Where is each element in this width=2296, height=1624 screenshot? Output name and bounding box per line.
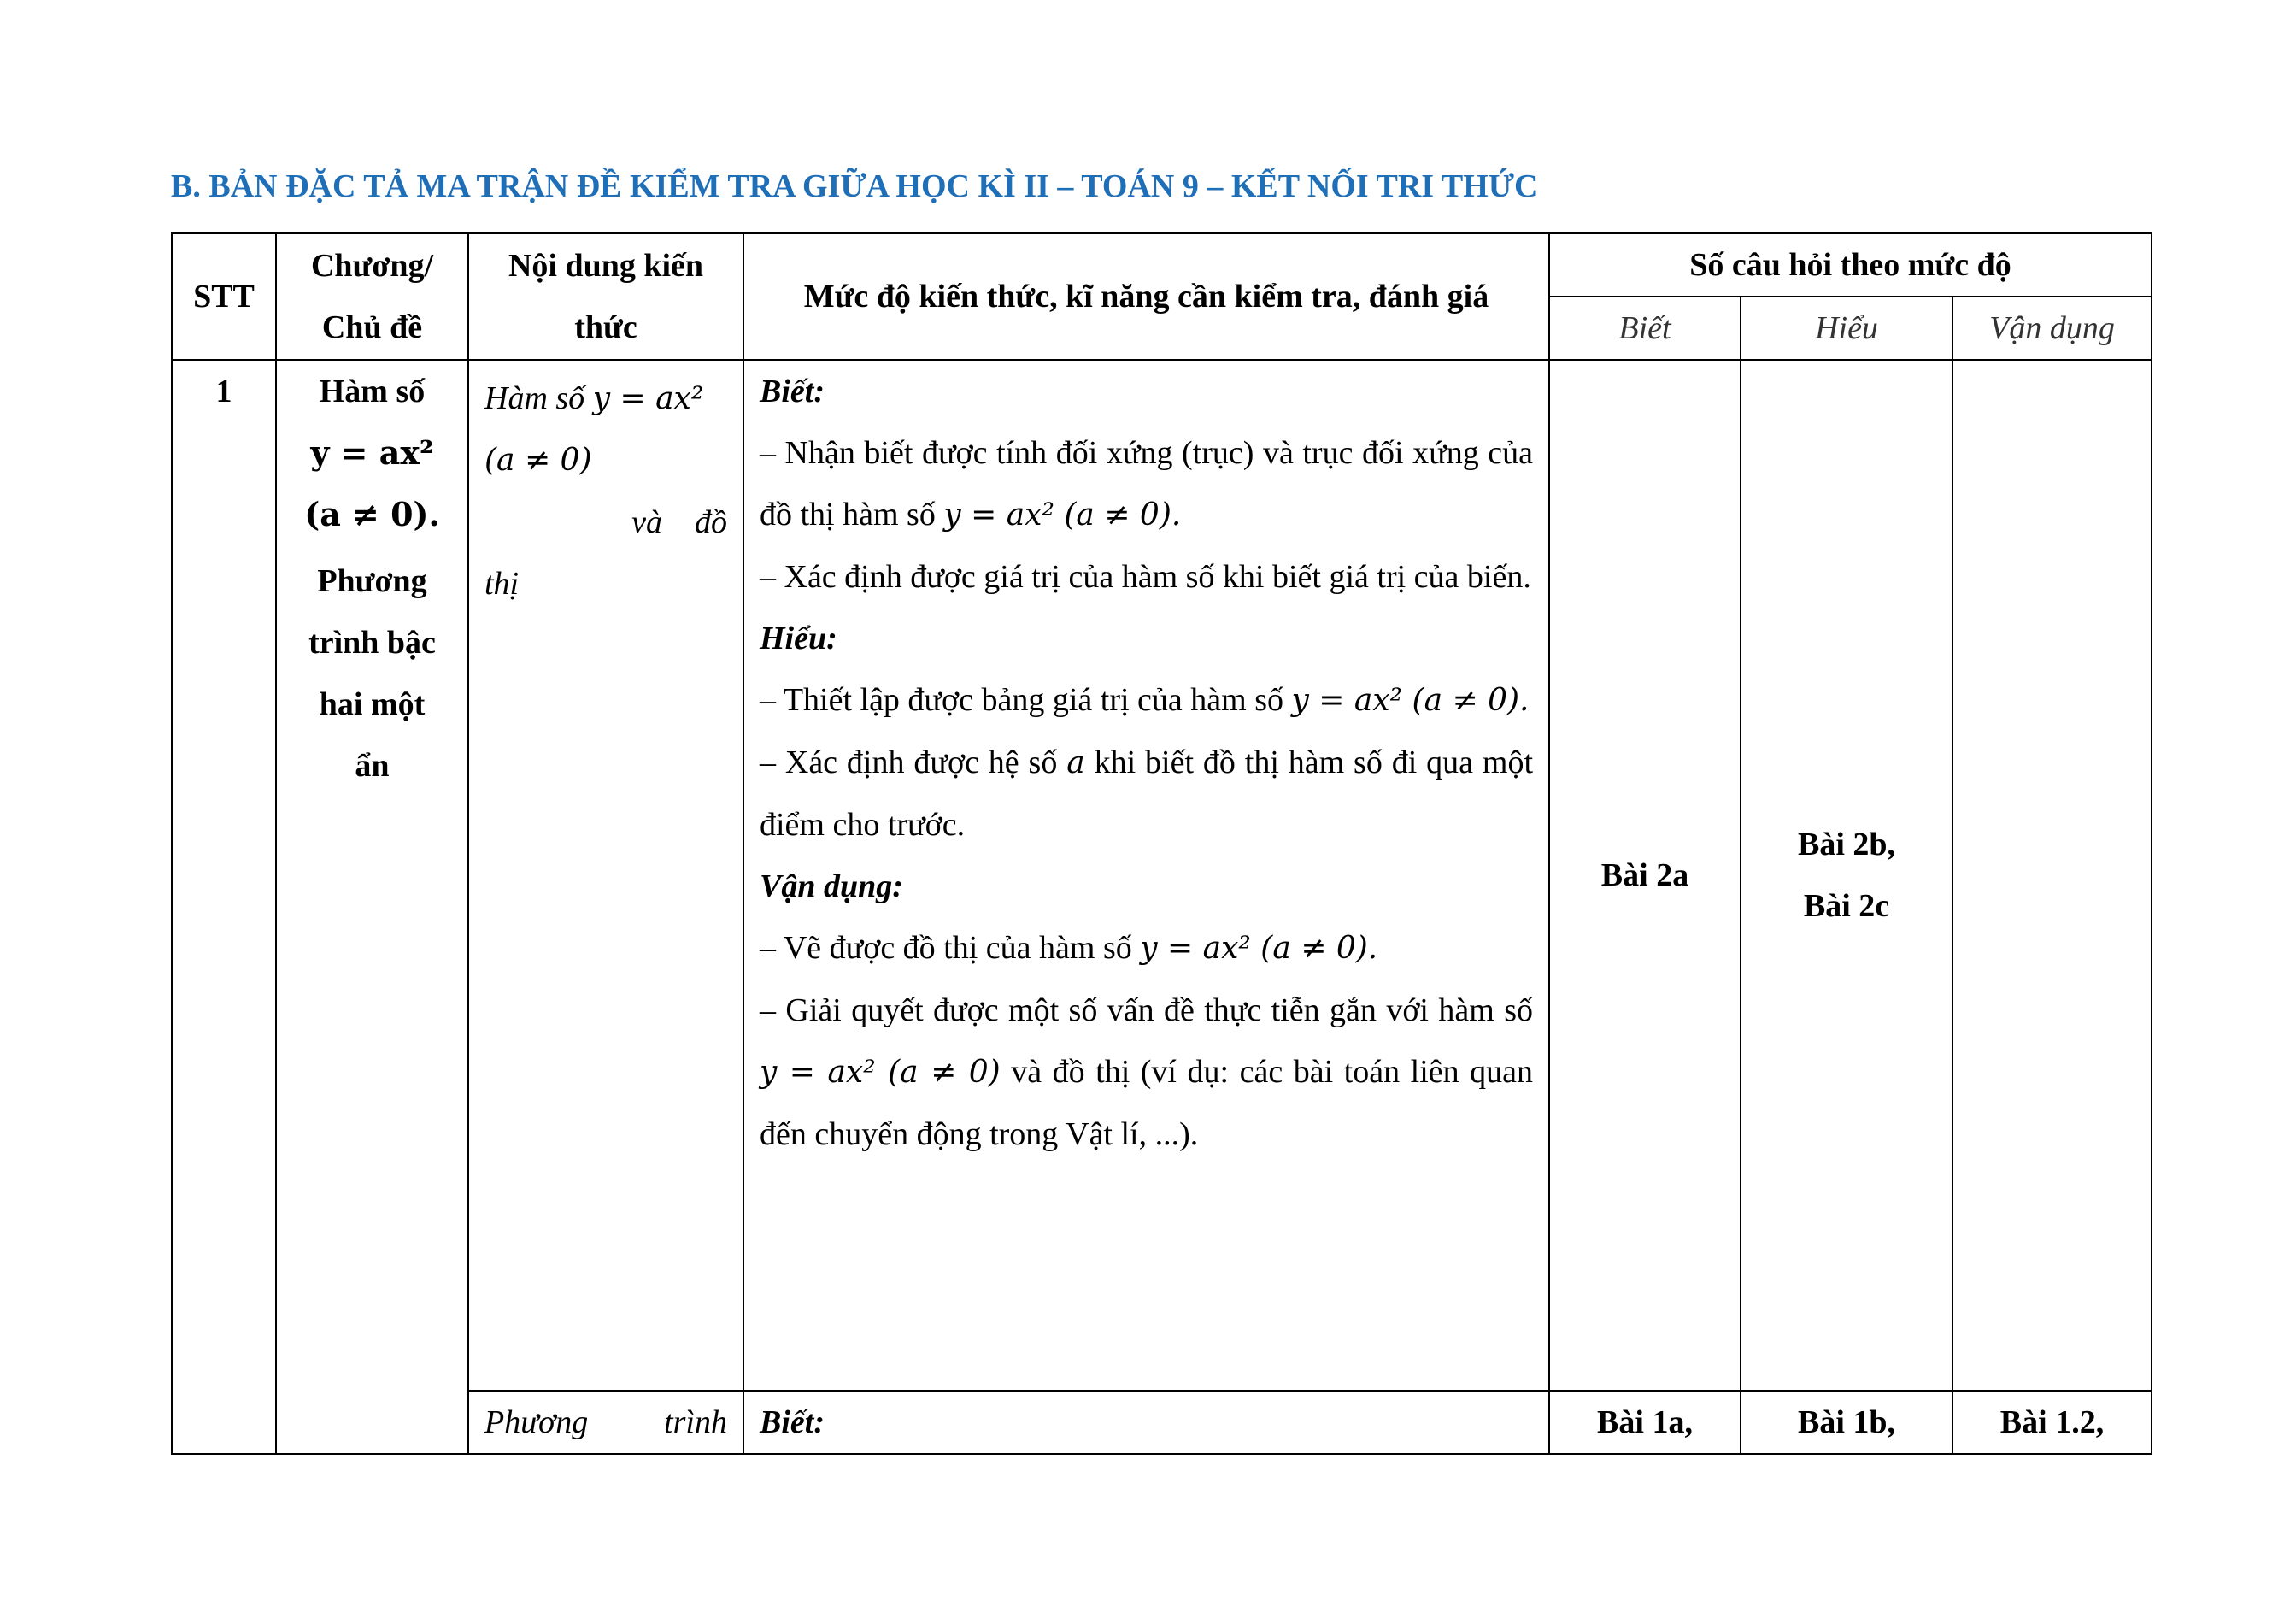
van-dung-item-1-formula: y = ax² (a ≠ 0). — [1140, 931, 1378, 966]
chapter-formula: y = ax² — [310, 433, 434, 472]
row-2-level-description — [743, 1391, 1549, 1454]
biet-title: Biết: — [760, 374, 825, 409]
biet-item-2: – Xác định được giá trị của hàm số khi biết giá trị của biến. — [760, 559, 1531, 595]
row-1-count-hieu — [1741, 360, 1952, 1391]
row-2-content-word-1: Phương — [484, 1404, 589, 1440]
chapter-condition: (a ≠ 0). — [304, 495, 440, 533]
header-hieu: Hiểu — [1741, 297, 1952, 360]
hieu-item-2-variable: a — [1066, 745, 1085, 780]
hieu-title: Hiểu: — [760, 621, 837, 656]
header-content-line2: thức — [574, 309, 637, 345]
row-1-level-description — [743, 360, 1549, 1391]
content-formula: y = ax² — [592, 381, 704, 416]
row-2-biet-title: Biết: — [760, 1404, 825, 1440]
content-prefix: Hàm số — [484, 380, 585, 416]
header-row-1 — [172, 233, 2152, 297]
header-chapter — [276, 233, 468, 360]
row-1-count-hieu-2: Bài 2c — [1803, 888, 1890, 924]
content-condition: (a ≠ 0) — [484, 443, 592, 478]
biet-item-1-formula: y = ax² (a ≠ 0). — [943, 497, 1182, 533]
row-2-content — [468, 1391, 743, 1454]
header-content-line1: Nội dung kiến — [508, 248, 704, 284]
chapter-line-3: trình bậc — [308, 625, 436, 661]
row-2-count-hieu: Bài 1b, — [1741, 1391, 1952, 1454]
hieu-item-2: – Xác định được hệ số a khi biết đồ thị hàm số đi qua một điểm cho trước. — [760, 744, 1534, 843]
row-1-chapter — [276, 360, 468, 1454]
header-chapter-line2: Chủ đề — [321, 309, 423, 345]
page-heading: B. BẢN ĐẶC TẢ MA TRẬN ĐỀ KIỂM TRA GIỮA HỌC KÌ II – TOÁN 9 – KẾT NỐI TRI THỨC — [171, 168, 1538, 204]
row-1-count-van-dung — [1952, 360, 2152, 1391]
row-1-count-hieu-1: Bài 2b, — [1797, 827, 1896, 862]
hieu-item-1-formula: y = ax² (a ≠ 0). — [1291, 683, 1530, 718]
row-2-content-word-2: trình — [664, 1404, 727, 1440]
chapter-line-1: Hàm số — [319, 374, 426, 409]
hieu-item-1: – Thiết lập được bảng giá trị của hàm số y = ax² (a ≠ 0). — [760, 682, 1530, 718]
row-2 — [172, 1391, 2152, 1454]
header-biet: Biết — [1549, 297, 1741, 360]
biet-item-1: – Nhận biết được tính đối xứng (trục) và trục đối xứng của đồ thị hàm số y = ax² (a ≠ 0). — [760, 435, 1533, 533]
header-van-dung: Vận dụng — [1952, 297, 2152, 360]
van-dung-item-2: – Giải quyết được một số vấn đề thực tiễn gắn với hàm số y = ax² (a ≠ 0) và đồ thị (ví dụ: các bài toán liên quan đến chuyển động trong Vật lí, ...). — [760, 992, 1534, 1152]
row-1-count-biet: Bài 2a — [1549, 360, 1741, 1391]
van-dung-title: Vận dụng: — [760, 868, 903, 904]
content-graph-word-2: thị — [484, 566, 520, 602]
content-and: và — [631, 504, 662, 540]
header-content — [468, 233, 743, 360]
row-2-count-biet: Bài 1a, — [1549, 1391, 1741, 1454]
chapter-line-2: Phương — [317, 563, 427, 599]
chapter-line-5: ẩn — [355, 748, 390, 784]
specification-table — [171, 232, 2152, 1455]
content-graph-word: đồ — [695, 504, 727, 540]
row-1-content — [468, 360, 743, 1391]
row-1 — [172, 360, 2152, 1391]
van-dung-item-1: – Vẽ được đồ thị của hàm số y = ax² (a ≠ 0). — [760, 930, 1378, 966]
chapter-line-4: hai một — [319, 686, 426, 722]
row-1-stt: 1 — [172, 360, 276, 1454]
header-chapter-line1: Chương/ — [310, 248, 434, 284]
header-question-count: Số câu hỏi theo mức độ — [1549, 233, 2152, 297]
header-stt: STT — [172, 233, 276, 360]
van-dung-item-2-formula: y = ax² (a ≠ 0) — [760, 1055, 1001, 1090]
row-2-count-van-dung: Bài 1.2, — [1952, 1391, 2152, 1454]
header-level-description: Mức độ kiến thức, kĩ năng cần kiểm tra, đánh giá — [743, 233, 1549, 360]
